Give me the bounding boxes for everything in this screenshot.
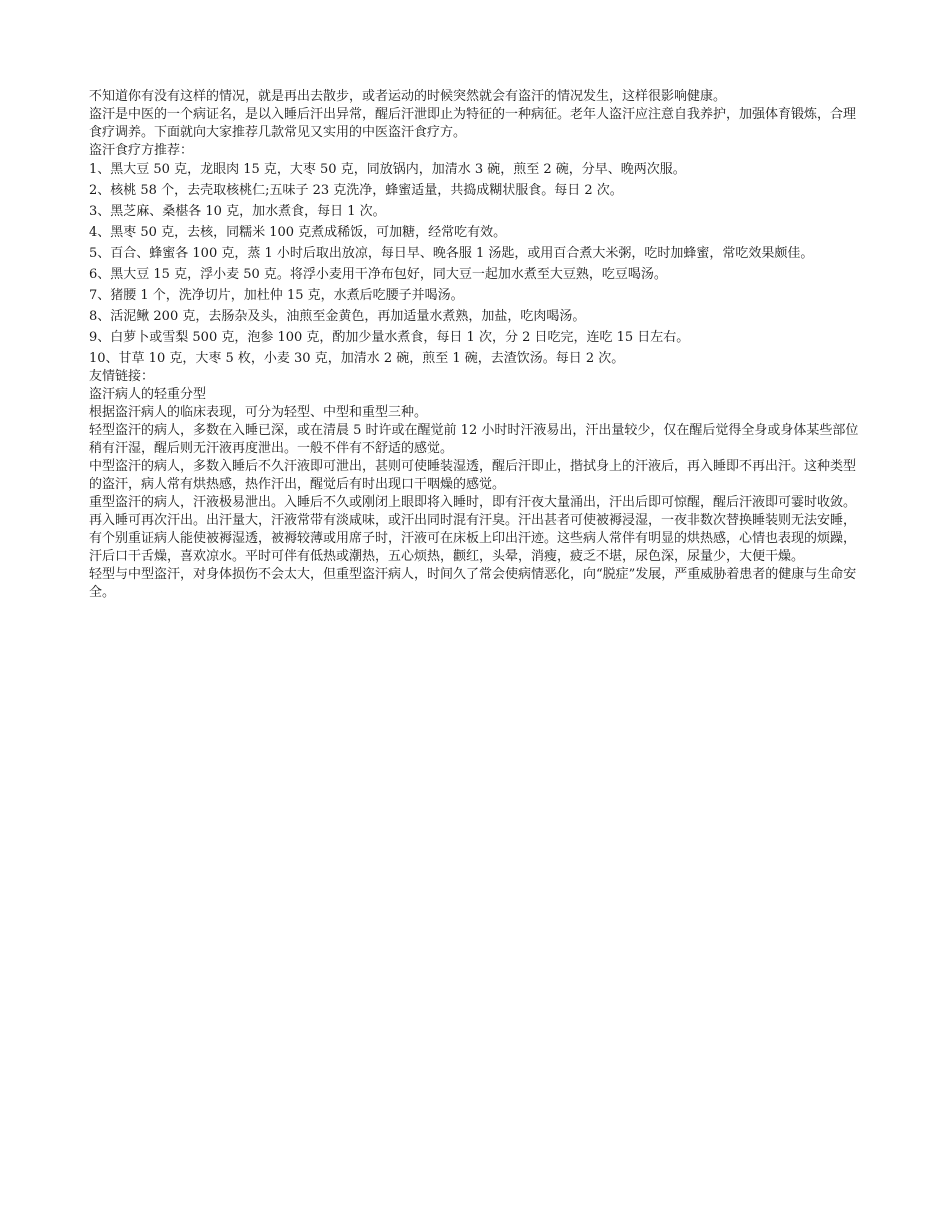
classification-paragraph: 重型盗汗的病人，汗液极易泄出。入睡后不久或刚闭上眼即将入睡时，即有汗夜大量涌出，汗出后即可惊醒，醒后汗液即可霎时收敛。再入睡可再次汗出。出汗量大，汗液常带有淡咸味，或汗出同时混有汗臭。汗出甚者可使被褥浸湿，一夜非数次替换睡装则无法安睡，有个别重证病人能使被褥湿透，被褥较薄或用席子时，汗液可在床板上印出汗迹。这些病人常伴有明显的烘热感，心情也表现的烦躁，汗后口干舌燥，喜欢凉水。平时可伴有低热或潮热，五心烦热，颧红，头晕，消瘦，疲乏不堪，尿色深，尿量少，大便干燥。: [89, 495, 857, 564]
intro-paragraph-2: 盗汗是中医的一个病证名，是以入睡后汗出异常，醒后汗泄即止为特征的一种病征。老年人盗汗应注意自我养护，加强体育锻炼，合理食疗调养。下面就向大家推荐几款常见又实用的中医盗汗食疗方。: [89, 107, 857, 140]
recipe-item: 6、黑大豆 15 克，浮小麦 50 克。将浮小麦用干净布包好，同大豆一起加水煮至大豆熟，吃豆喝汤。: [89, 267, 667, 282]
classification-paragraph: 轻型盗汗的病人，多数在入睡已深，或在清晨 5 时许或在醒觉前 12 小时时汗液易出，汗出量较少，仅在醒后觉得全身或身体某些部位稍有汗湿，醒后则无汗液再度泄出。一般不伴有不舒适的感觉。: [89, 423, 859, 456]
article-body: [89, 88, 864, 602]
recipe-item: 10、甘草 10 克，大枣 5 枚，小麦 30 克，加清水 2 碗，煎至 1 碗，去渣饮汤。每日 2 次。: [89, 351, 625, 366]
recipe-item: 9、白萝卜或雪梨 500 克，泡参 100 克，酌加少量水煮食，每日 1 次，分 2 日吃完，连吃 15 日左右。: [89, 330, 690, 345]
recipe-item: 4、黑枣 50 克，去核，同糯米 100 克煮成稀饭，可加糖，经常吃有效。: [89, 225, 507, 240]
classification-paragraph: 轻型与中型盗汗，对身体损伤不会太大，但重型盗汗病人，时间久了常会使病情恶化，向“脱症”发展，严重威胁着患者的健康与生命安全。: [89, 567, 857, 600]
classification-title: 盗汗病人的轻重分型: [89, 387, 207, 402]
recipe-item: 2、核桃 58 个，去壳取核桃仁;五味子 23 克洗净，蜂蜜适量，共捣成糊状服食。每日 2 次。: [89, 183, 623, 198]
recipe-item: 3、黑芝麻、桑椹各 10 克，加水煮食，每日 1 次。: [89, 204, 386, 219]
recipe-item: 5、百合、蜂蜜各 100 克，蒸 1 小时后取出放凉，每日早、晚各服 1 汤匙，或用百合煮大米粥，吃时加蜂蜜，常吃效果颇佳。: [89, 246, 814, 261]
classification-paragraph: 根据盗汗病人的临床表现，可分为轻型、中型和重型三种。: [89, 405, 428, 420]
classification-paragraph: 中型盗汗的病人，多数入睡后不久汗液即可泄出，甚则可使睡装湿透，醒后汗即止，揩拭身上的汗液后，再入睡即不再出汗。这种类型的盗汗，病人常有烘热感，热作汗出，醒觉后有时出现口干咽燥的感觉。: [89, 459, 857, 492]
links-heading: 友情链接：: [89, 369, 155, 384]
recipe-item: 1、黑大豆 50 克，龙眼肉 15 克，大枣 50 克，同放锅内，加清水 3 碗，煎至 2 碗，分早、晚两次服。: [89, 162, 686, 177]
recipe-item: 7、猪腰 1 个，洗净切片，加杜仲 15 克，水煮后吃腰子并喝汤。: [89, 288, 464, 303]
intro-paragraph-1: 不知道你有没有这样的情况，就是再出去散步，或者运动的时候突然就会有盗汗的情况发生，这样很影响健康。: [89, 89, 727, 104]
recipes-heading: 盗汗食疗方推荐：: [89, 143, 194, 158]
recipe-item: 8、活泥鳅 200 克，去肠杂及头，油煎至金黄色，再加适量水煮熟，加盐，吃肉喝汤。: [89, 309, 586, 324]
